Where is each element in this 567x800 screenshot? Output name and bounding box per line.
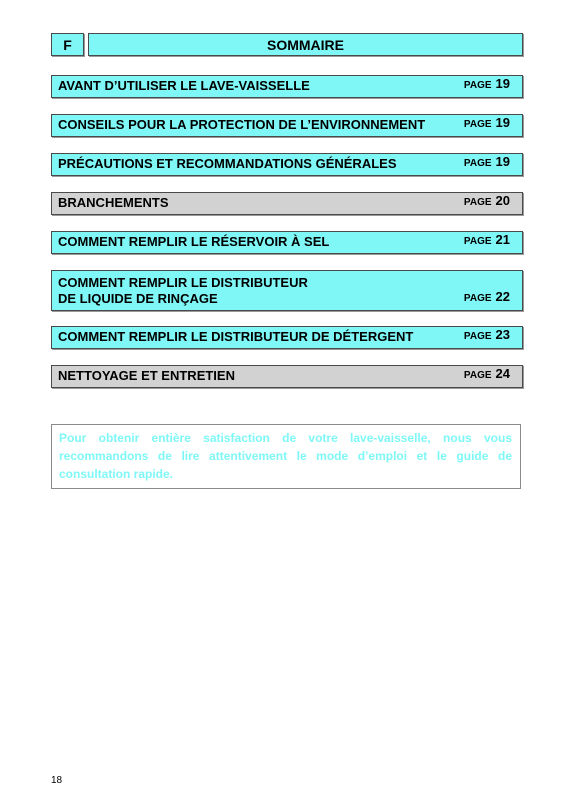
language-code: F xyxy=(63,36,72,53)
toc-entry-page: PAGE 21 xyxy=(463,232,510,247)
page-title: SOMMAIRE xyxy=(267,36,344,53)
toc-entry-page: PAGE 19 xyxy=(463,154,510,169)
toc-entry-page: PAGE 24 xyxy=(463,366,510,381)
toc-entry-title: COMMENT REMPLIR LE DISTRIBUTEUR DE LIQUIDE DE RINÇAGE xyxy=(58,275,308,306)
page-number: 18 xyxy=(51,775,63,786)
toc-entry-page: PAGE 20 xyxy=(463,193,510,208)
toc-entry-connections xyxy=(51,192,523,215)
toc-entry-precautions xyxy=(51,153,523,176)
toc-entry-rinse-aid xyxy=(51,270,523,311)
toc-entry-title: BRANCHEMENTS xyxy=(58,195,169,210)
toc-entry-before-use xyxy=(51,75,523,98)
toc-entry-title: NETTOYAGE ET ENTRETIEN xyxy=(58,368,235,383)
toc-entry-page: PAGE 19 xyxy=(463,76,510,91)
toc-entry-title: COMMENT REMPLIR LE DISTRIBUTEUR DE DÉTERGENT xyxy=(58,329,414,344)
toc-entry-title: CONSEILS POUR LA PROTECTION DE L’ENVIRONNEMENT xyxy=(58,117,426,132)
advice-note-box xyxy=(51,424,521,489)
toc-entry-title: PRÉCAUTIONS ET RECOMMANDATIONS GÉNÉRALES xyxy=(58,156,397,171)
toc-entry-title: AVANT D’UTILISER LE LAVE-VAISSELLE xyxy=(58,78,310,93)
toc-entry-salt-reservoir xyxy=(51,231,523,254)
language-indicator xyxy=(51,33,84,56)
toc-entry-title: COMMENT REMPLIR LE RÉSERVOIR À SEL xyxy=(58,234,330,249)
toc-entry-detergent xyxy=(51,326,523,349)
toc-entry-environment xyxy=(51,114,523,137)
toc-entry-cleaning xyxy=(51,365,523,388)
toc-entry-page: PAGE 22 xyxy=(463,289,510,304)
advice-note-text: Pour obtenir entière satisfaction de votre lave-vaisselle, nous vous recommandons de lire attentivement le mode d’emploi et le guide de consultation rapide. xyxy=(59,431,512,481)
toc-entry-page: PAGE 23 xyxy=(463,327,510,342)
page-title-box xyxy=(88,33,523,56)
toc-entry-page: PAGE 19 xyxy=(463,115,510,130)
